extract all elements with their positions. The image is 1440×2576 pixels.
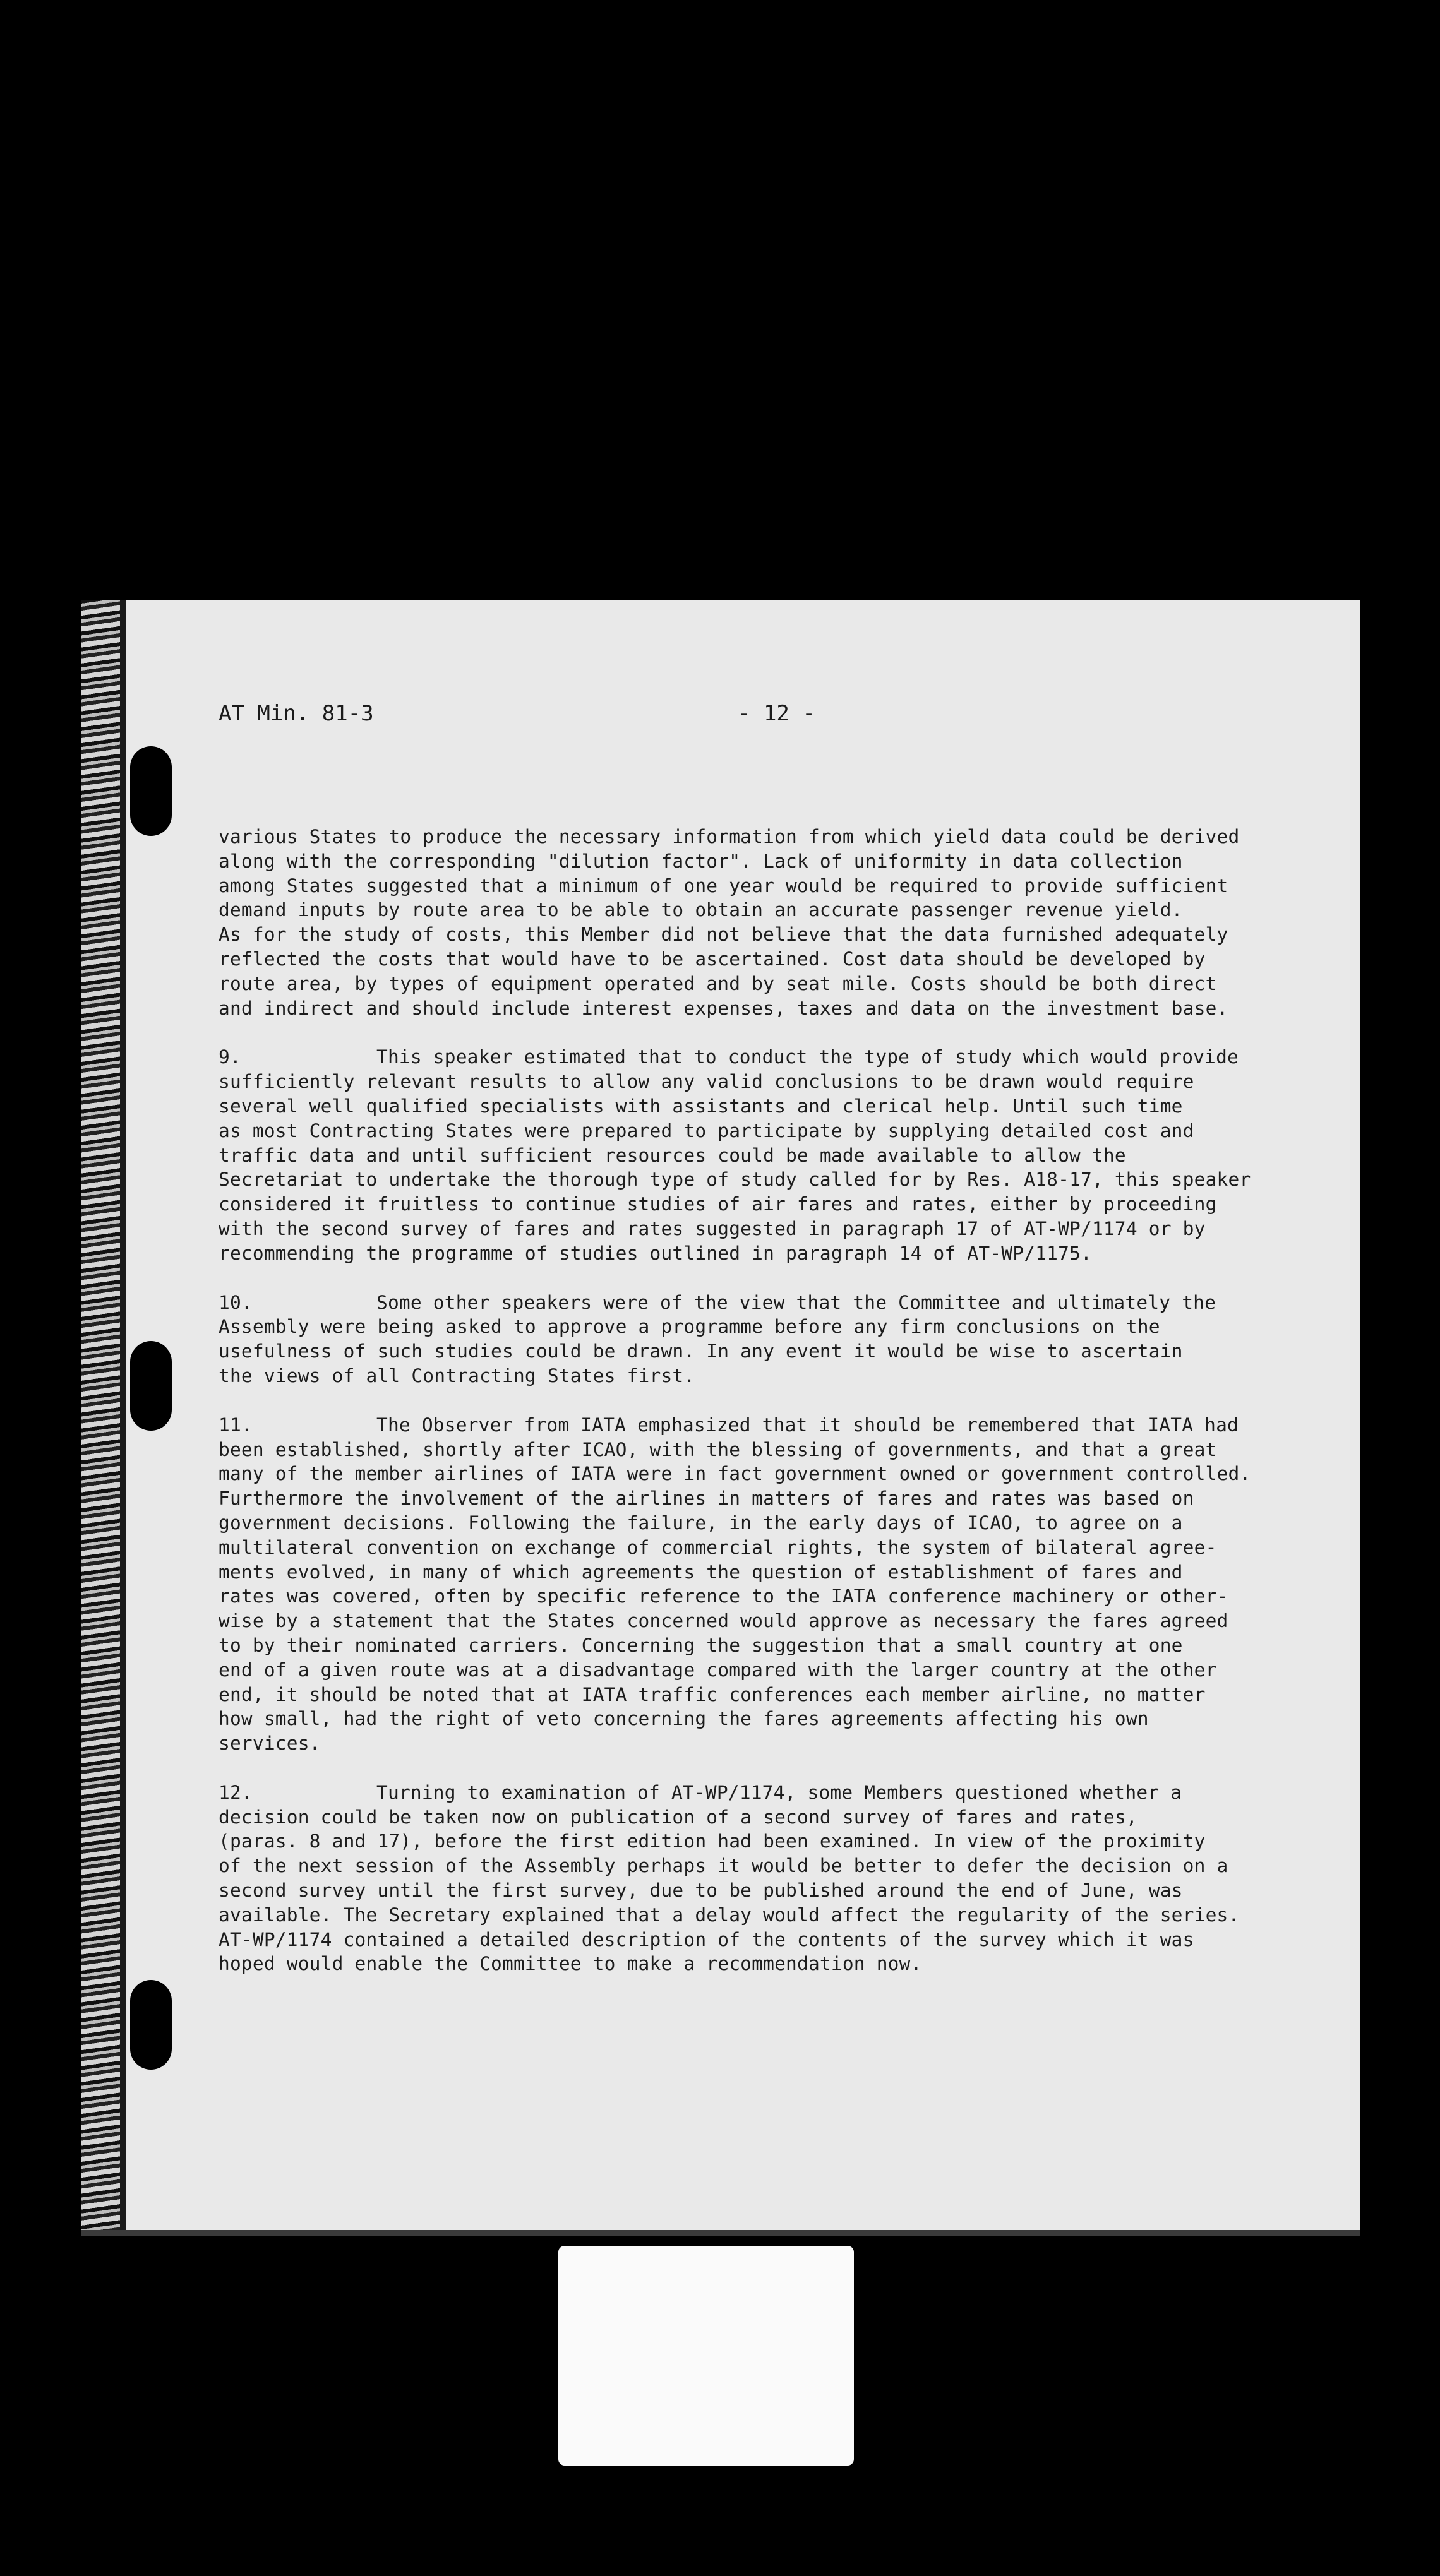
text-line <box>219 996 1360 1021</box>
line-text: AT-WP/1174 contained a detailed description of the contents of the survey which it was <box>219 1928 1194 1950</box>
binding-edge <box>81 600 120 2236</box>
text-line <box>219 1511 1360 1535</box>
line-text: Some other speakers were of the view that the Committee and ultimately the <box>376 1291 1216 1313</box>
document-body <box>219 825 1360 2001</box>
text-line <box>219 922 1360 947</box>
text-line <box>219 849 1360 874</box>
line-text: sufficiently relevant results to allow any valid conclusions to be drawn would require <box>219 1071 1194 1093</box>
line-text: The Observer from IATA emphasized that it should be remembered that IATA had <box>376 1414 1239 1436</box>
line-text: among States suggested that a minimum of one year would be required to provide sufficient <box>219 874 1228 897</box>
text-line <box>219 1217 1360 1241</box>
line-text: been established, shortly after ICAO, with the blessing of governments, and that a great <box>219 1438 1217 1460</box>
text-line <box>219 1070 1360 1094</box>
text-line <box>219 1584 1360 1609</box>
line-text: recommending the programme of studies outlined in paragraph 14 of AT-WP/1175. <box>219 1242 1092 1264</box>
line-text: This speaker estimated that to conduct the type of study which would provide <box>376 1046 1239 1068</box>
text-line <box>219 1167 1360 1192</box>
page-number: - 12 - <box>738 701 815 726</box>
line-text: several well qualified specialists with assistants and clerical help. Until such time <box>219 1095 1183 1117</box>
line-text: available. The Secretary explained that a delay would affect the regularity of the series. <box>219 1904 1240 1926</box>
text-line <box>219 1658 1360 1683</box>
line-text: as most Contracting States were prepared to participate by supplying detailed cost and <box>219 1119 1194 1142</box>
text-line <box>219 947 1360 972</box>
text-line <box>219 898 1360 922</box>
text-line <box>219 1462 1360 1486</box>
line-text: Furthermore the involvement of the airlines in matters of fares and rates was based on <box>219 1488 1194 1510</box>
line-text: As for the study of costs, this Member did not believe that the data furnished adequately <box>219 924 1228 946</box>
paragraph-11 <box>219 1413 1360 1756</box>
line-text: services. <box>219 1732 321 1755</box>
text-line <box>219 1364 1360 1388</box>
text-line <box>219 1952 1360 1976</box>
text-line <box>219 1928 1360 1952</box>
line-text: and indirect and should include interest expenses, taxes and data on the investment base. <box>219 997 1228 1019</box>
text-line <box>219 1535 1360 1560</box>
line-text: hoped would enable the Committee to make a recommendation now. <box>219 1953 922 1975</box>
text-line <box>219 1192 1360 1217</box>
line-text: route area, by types of equipment operated and by seat mile. Costs should be both direct <box>219 972 1217 994</box>
line-text: ments evolved, in many of which agreements the question of establishment of fares and <box>219 1561 1183 1583</box>
paragraph-number: 9. <box>219 1046 241 1068</box>
text-line <box>219 1707 1360 1731</box>
line-text: the views of all Contracting States first. <box>219 1364 695 1386</box>
line-text: to by their nominated carriers. Concerning the suggestion that a small country at one <box>219 1634 1183 1656</box>
text-line <box>219 1241 1360 1266</box>
line-text: of the next session of the Assembly perhaps it would be better to defer the decision on a <box>219 1855 1228 1877</box>
line-text: decision could be taken now on publication of a second survey of fares and rates, <box>219 1806 1137 1828</box>
line-text: rates was covered, often by specific reference to the IATA conference machinery or other- <box>219 1585 1228 1607</box>
text-line <box>219 1413 1360 1438</box>
blank-card <box>558 2246 854 2466</box>
paragraph-9 <box>219 1045 1360 1265</box>
page-bottom-edge <box>81 2230 1360 2236</box>
line-text: reflected the costs that would have to be ascertained. Cost data should be developed by <box>219 948 1206 970</box>
line-text: along with the corresponding "dilution factor". Lack of uniformity in data collection <box>219 850 1183 872</box>
line-text: traffic data and until sufficient resources could be made available to allow the <box>219 1144 1126 1166</box>
line-text: end of a given route was at a disadvantage compared with the larger country at the other <box>219 1659 1217 1681</box>
text-line <box>219 1143 1360 1168</box>
line-text: government decisions. Following the failure, in the early days of ICAO, to agree on a <box>219 1512 1183 1534</box>
line-text: Secretariat to undertake the thorough type of study called for by Res. A18-17, this speaker <box>219 1169 1251 1191</box>
punch-hole-bottom <box>130 1980 172 2070</box>
line-text: Assembly were being asked to approve a programme before any firm conclusions on the <box>219 1316 1160 1338</box>
line-text: with the second survey of fares and rates suggested in paragraph 17 of AT-WP/1174 or by <box>219 1217 1206 1239</box>
paragraph-number: 10. <box>219 1291 253 1313</box>
line-text: how small, had the right of veto concerning the fares agreements affecting his own <box>219 1708 1149 1730</box>
text-line <box>219 1609 1360 1633</box>
page-header <box>219 701 1229 732</box>
text-line <box>219 825 1360 849</box>
line-text: usefulness of such studies could be drawn. In any event it would be wise to ascertain <box>219 1340 1183 1363</box>
text-line <box>219 1339 1360 1364</box>
binding-shadow-line <box>120 600 126 2236</box>
paragraph-12 <box>219 1780 1360 1976</box>
text-line <box>219 1683 1360 1707</box>
document-page <box>81 600 1360 2236</box>
line-text: demand inputs by route area to be able to obtain an accurate passenger revenue yield. <box>219 899 1183 921</box>
paragraph-number: 12. <box>219 1781 253 1803</box>
paragraph-10 <box>219 1291 1360 1388</box>
text-line <box>219 1633 1360 1658</box>
text-line <box>219 1119 1360 1143</box>
document-reference: AT Min. 81-3 <box>219 701 374 726</box>
text-line <box>219 1486 1360 1511</box>
text-line <box>219 1291 1360 1315</box>
text-line <box>219 1903 1360 1928</box>
text-line <box>219 1780 1360 1805</box>
line-text: many of the member airlines of IATA were in fact government owned or government controlled. <box>219 1463 1251 1485</box>
text-line <box>219 1854 1360 1878</box>
text-line <box>219 1438 1360 1462</box>
text-line <box>219 1829 1360 1854</box>
paragraph-continuation <box>219 825 1360 1020</box>
line-text: multilateral convention on exchange of commercial rights, the system of bilateral agree- <box>219 1536 1217 1558</box>
punch-hole-middle <box>130 1341 172 1431</box>
text-line <box>219 1560 1360 1585</box>
line-text: end, it should be noted that at IATA traffic conferences each member airline, no matter <box>219 1683 1206 1705</box>
text-line <box>219 1094 1360 1119</box>
line-text: second survey until the first survey, due to be published around the end of June, was <box>219 1880 1183 1902</box>
text-line <box>219 1731 1360 1756</box>
line-text: wise by a statement that the States concerned would approve as necessary the fares agreed <box>219 1610 1228 1632</box>
text-line <box>219 1878 1360 1903</box>
punch-hole-top <box>130 746 172 836</box>
text-line <box>219 972 1360 996</box>
text-line <box>219 874 1360 898</box>
text-line <box>219 1315 1360 1339</box>
text-line <box>219 1045 1360 1070</box>
line-text: Turning to examination of AT-WP/1174, some Members questioned whether a <box>376 1781 1182 1803</box>
paragraph-number: 11. <box>219 1414 253 1436</box>
line-text: considered it fruitless to continue studies of air fares and rates, either by proceeding <box>219 1193 1217 1215</box>
text-line <box>219 1805 1360 1830</box>
line-text: (paras. 8 and 17), before the first edition had been examined. In view of the proximity <box>219 1830 1206 1852</box>
line-text: various States to produce the necessary information from which yield data could be derived <box>219 826 1240 847</box>
